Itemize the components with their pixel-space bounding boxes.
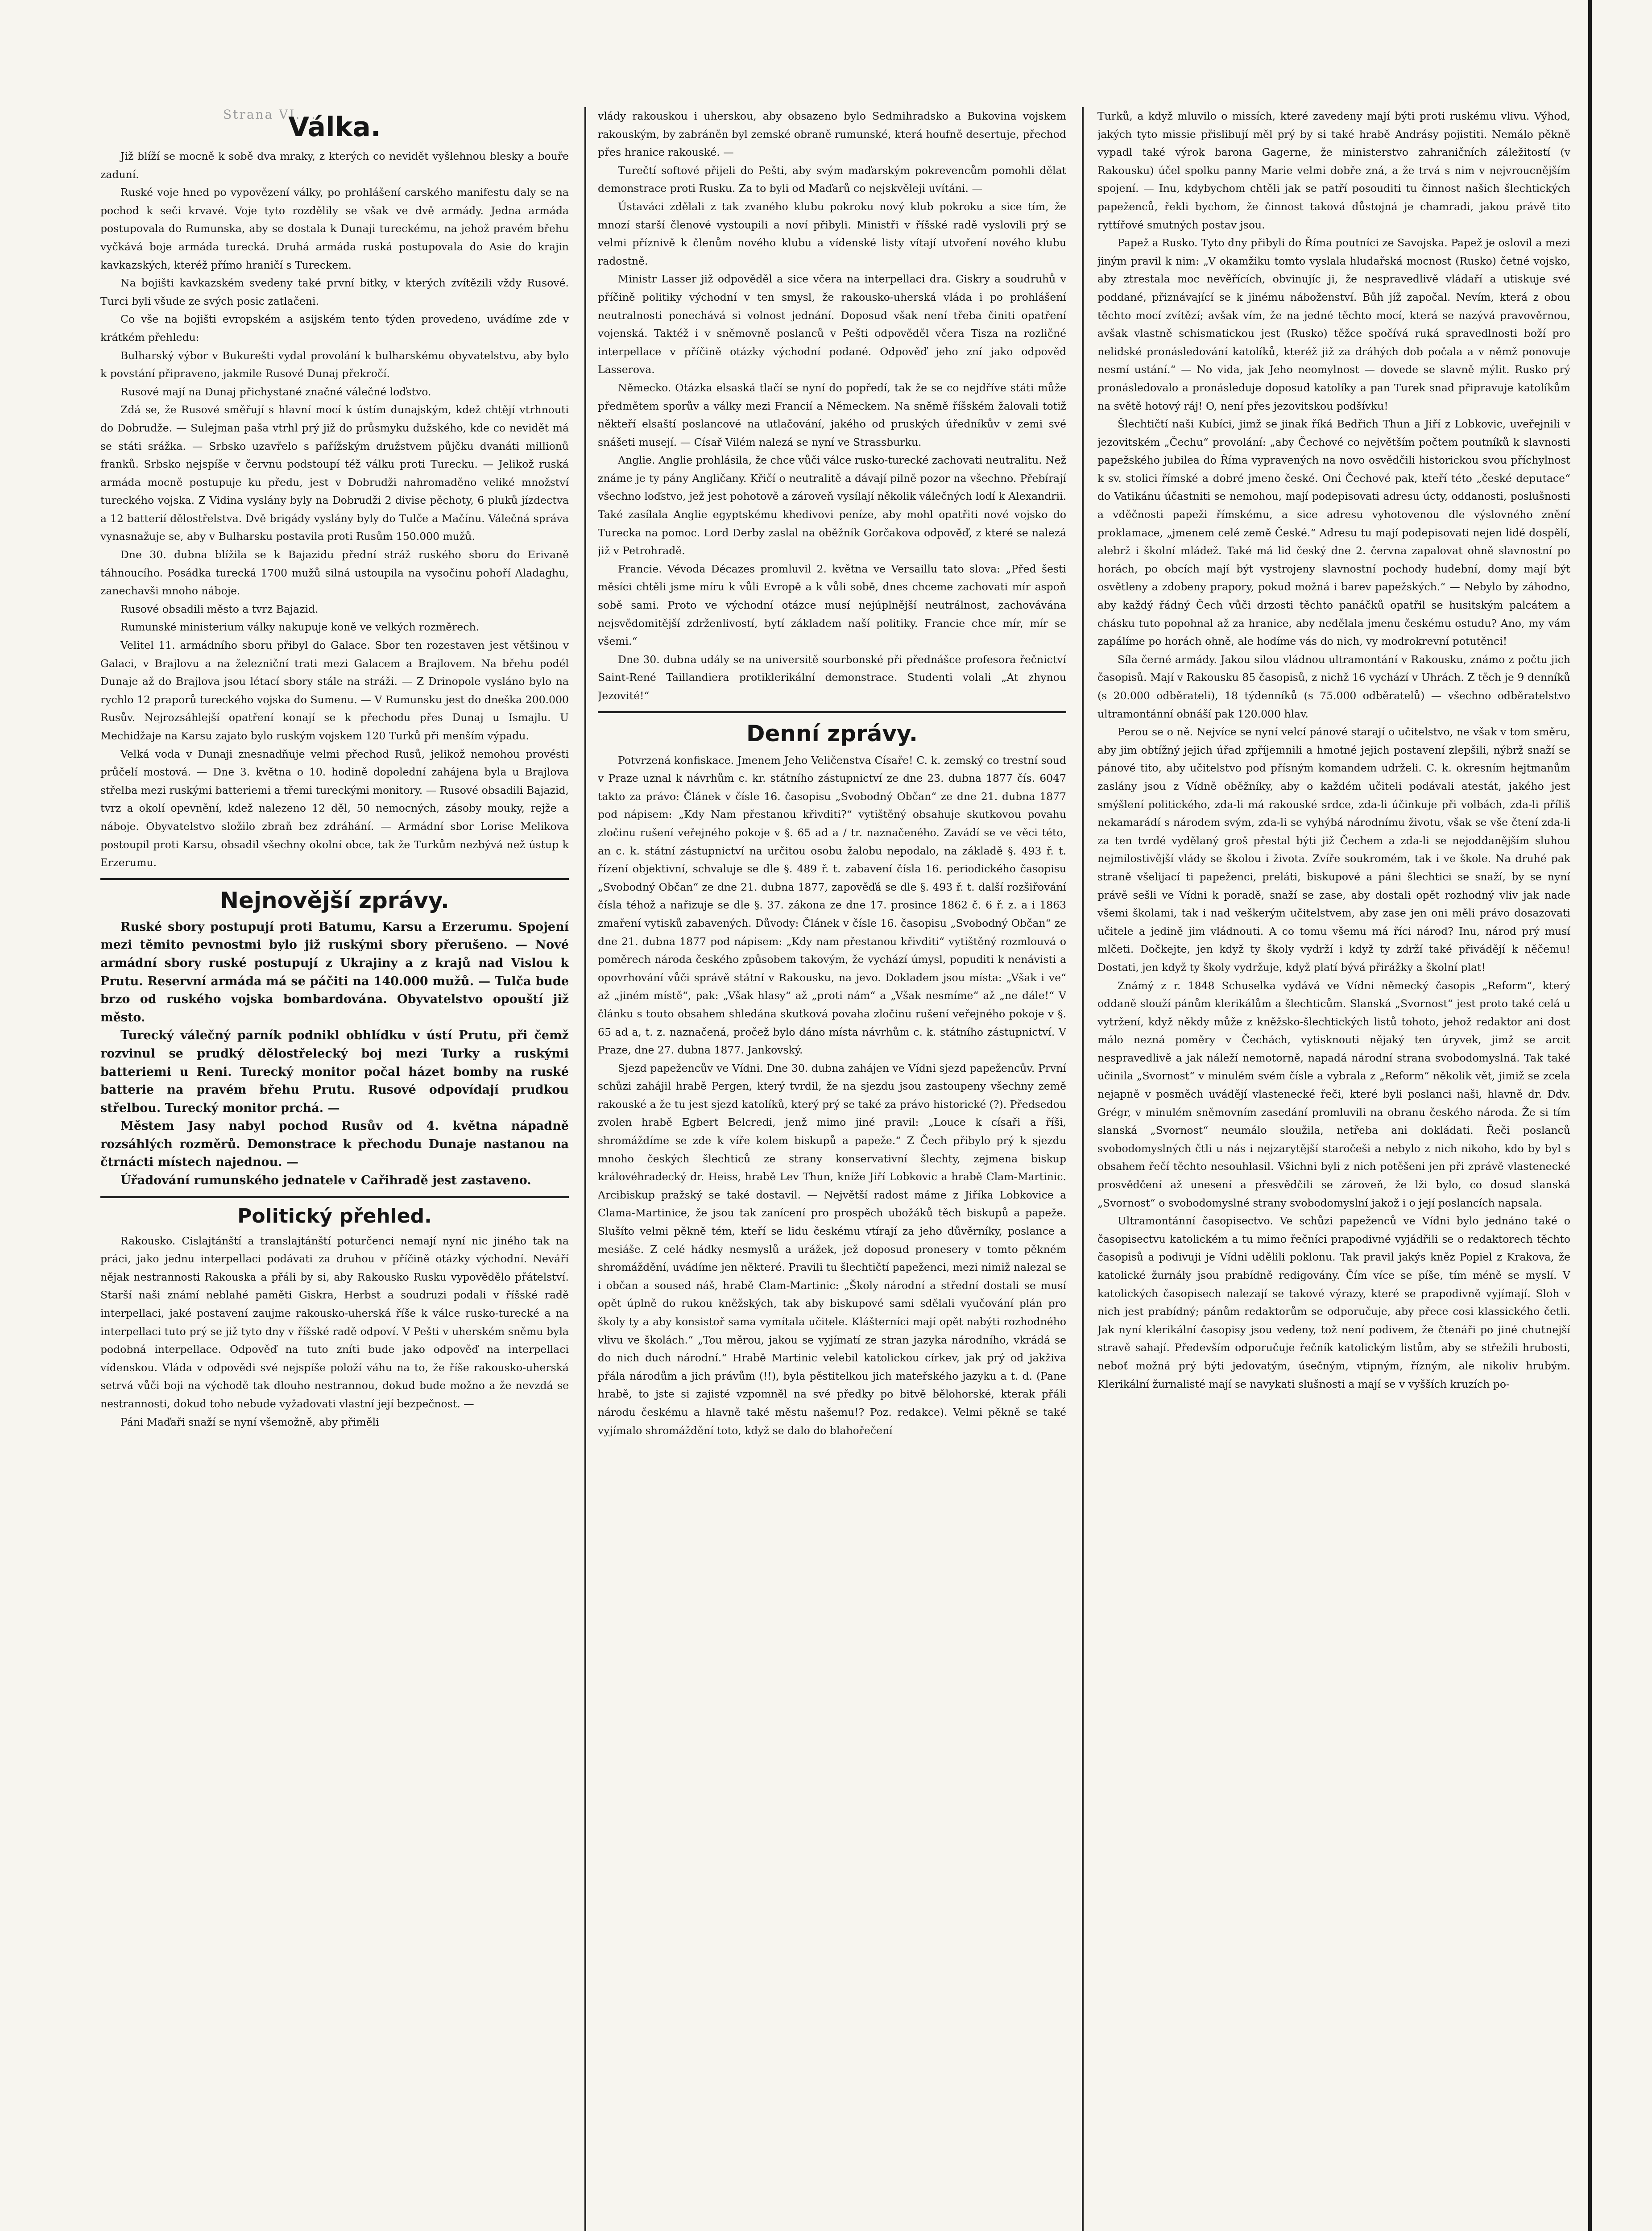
column-1 bbox=[100, 107, 569, 2231]
paragraph: Dne 30. dubna blížila se k Bajazidu přední stráž ruského sboru do Erivaně táhnoucího. Posádka turecká 1700 mužů silná ustoupila na vysočinu pohoří Aladaghu, zanechavši mnoho náboje. bbox=[100, 548, 569, 597]
paragraph: Rumunské ministerium války nakupuje koně ve velkých rozměrech. bbox=[120, 621, 480, 634]
column-2 bbox=[598, 107, 1066, 2231]
column-3 bbox=[1097, 107, 1570, 2231]
paragraph: Turecký válečný parník podnikl obhlídku v ústí Prutu, při čemž rozvinul se prudký dělostřelecký boj mezi Turky a ruskými batteriemi u Reni. Turecký monitor počal házet bomby na ruské batterie na pravém břehu Prutu. Rusové odpovídají prudkou střelbou. Turecký monitor prchá. — bbox=[100, 1028, 569, 1115]
section-title-nejnovejsi: Nejnovější zprávy. bbox=[220, 887, 449, 913]
section-divider bbox=[100, 1196, 569, 1198]
paragraph: Perou se o ně. Nejvíce se nyní velcí pánové starají o učitelstvo, ne však v tom směru, aby jim obtížný jejich úřad zpříjemnili a hmotné jejich postavení zlepšili, nýbrž snaží se pánové tito, aby učitelstvo pod přísným komandem udrželi. C. k. okresním hejtmanům zaslány jsou z Vídně oběžníky, aby o každém učiteli podávali atestát, jakého jest smýšlení politického, zda-li má rakouské srdce, zda-li účinkuje při volbách, zda-li příliš nekamarádí s národem svým, zda-li se vyhýbá národnímu životu, však se vše čtení zda-li za ten tvrdé vydělaný groš přestal býti již Čechem a zda-li se nejoddanějším sluhou nejmilostivější vlády se školou i života. Zvíře soukromém, tak i ve škole. Na druhé pak straně všelijací ti papeženci, preláti, biskupové a páni šlechtici se snaží, by se nyní právě sešli ve Vídni k poradě, snaží se zase, aby dostali opět rozhodný vliv jak nade všemi školami, tak i nad veškerým učitelstvem, aby zase jen oni měli právo dosazovati učitele a jedině jim vládnouti. A co tomu všemu má říci národ? Inu, národ prý musí mlčeti. Dočkejte, jen když ty školy vydrží i když ty zdrží také přivádějí k něčemu! Dostati, jen když ty školy vydržuje, když platí bývá přirážky a školní plat! bbox=[1097, 726, 1570, 974]
paragraph: Známý z r. 1848 Schuselka vydává ve Vídni německý časopis „Reform“, který oddaně slouží pánům klerikálům a šlechticům. Slanská „Svornost“ jest proto také celá u vytržení, když někdy může z kněžsko-šlechtických listů tohoto, jehož redaktor ani dost málo nezná poměry v Čechách, vytisknouti nějaký ten úryvek, jimž se arcit nespravedlivě a jak náleží nemotorně, napadá národní strana svobodomyslná. Tak také učinila „Svornost“ v minulém svém čísle a vybrala z „Reform“ několik vět, jimiž se zcela nejapně v posměch uvádějí vlastenecké řeči, které byli poslanci naši, hlavně dr. Ddv. Grégr, v minulém sněmovním zasedání promluvili na obranu českého národa. Že si tím slanská „Svornost“ neumálo sloužila, netřeba ani dokládati. Řeči poslanců svobodomyslných čtli u nás i nejzarytější staročeši a nebylo z nich nikoho, kdo by byl s obsahem řečí těchto nesouhlasil. Všichni byli z nich potěšeni jen při zprávě vlastenecké prosvědčení až unesení a přesvědčili se zároveň, že lži bylo, co dosud slanská „Svornost“ o svobodomyslné strany svobodomyslní jakož i o její poslancích napsala. bbox=[1097, 979, 1570, 1209]
column-rule-1 bbox=[584, 107, 586, 2231]
paragraph: Co vše na bojišti evropském a asijském tento týden provedeno, uvádíme zde v krátkém přehledu: bbox=[100, 313, 569, 344]
paragraph: Francie. Vévoda Décazes promluvil 2. května ve Versaillu tato slova: „Před šesti měsíci chtěli jsme míru k vůli Evropě a k vůli sobě, dnes chceme zachovati mír aspoň sobě sami. Proto ve východní otázce musí nejúplnější neutrálnost, zachovávána nejsvědomitější zdrženlivostí, bytí základem naší politiky. Francie chce mír, mír se všemi.“ bbox=[598, 562, 1066, 648]
paragraph: Páni Maďaři snaží se nyní všemožně, aby přiměli bbox=[120, 1415, 379, 1428]
section-title-valka: Válka. bbox=[288, 112, 381, 143]
paragraph: Rakousko. Cislajtánští a translajtánští poturčenci nemají nyní nic jiného tak na práci, jako jednu interpellaci podávati za druhou v příčině otázky východní. Neváří nějak nestrannosti Rakouska a přáli by si, aby Rakousko Rusku vypovědělo přátelství. Starší naši známí neblahé paměti Giskra, Herbst a soudruzi podali v říšské radě interpellaci, jaké postavení zaujme rakousko-uherská říše k válce rusko-turecké a na interpellaci tuto prý se již tyto dny v říšské radě odpoví. V Pešti v uherském sněmu byla podobná interpellace. Odpověď na tuto zníti bude jako odpověď na interpellaci vídenskou. Vláda v odpovědi své nejspíše položí váhu na to, že říše rakousko-uherská setrvá vůči boji na východě tak dlouho nestrannou, dokud bude možno a že nevzdá se nestrannosti, dokud toho nebude vyžadovati vlastní její bezpečnost. — bbox=[100, 1234, 569, 1410]
paragraph: Ultramontánní časopisectvo. Ve schůzi papeženců ve Vídni bylo jednáno také o časopisectvu katolickém a tu mimo řečníci prapodivné vyjádřili se o redaktorech těchto časopisů a podivuji je Vídni udělili poklonu. Tak pravil jakýs kněz Popiel z Krakova, že katolické žurnály jsou prabídně redigovány. Čím více se píše, tím méně se myslí. V katolických časopisech nalezají se takové výrazy, které se prapodivně vyjímají. Sloh v nich jest prabídný; pánům redaktorům se odporučuje, aby přece cosi klassického četli. Jak nyní klerikální časopisy jsou vedeny, tož není podivem, že čtenáři po jiné chutnejší stravě sahají. Především odporučuje řečník katolickým listům, aby se střežili hrubosti, neboť možná prý býti jedovatým, úsečným, vtipným, řízným, ale nikoliv hrubým. Klerikální žurnalisté mají se navykati slušnosti a mají se v vyšších kruzích po- bbox=[1097, 1215, 1570, 1390]
section-title-politicky: Politický přehled. bbox=[237, 1204, 432, 1227]
paragraph: Německo. Otázka elsaská tlačí se nyní do popředí, tak že se co nejdříve státi může předmětem sporův a války mezi Francií a Německem. Na sněmě říšském žalovali totiž někteří elsaští poslancové na utlačování, jakého od pruských úředníkův v zemi své snášeti musejí. — Císař Vilém nalezá se nyní ve Strassburku. bbox=[598, 381, 1066, 448]
paragraph: Městem Jasy nabyl pochod Rusův od 4. května nápadně rozsáhlých rozměrů. Demonstrace k přechodu Dunaje nastanou na čtrnácti místech najednou. — bbox=[100, 1119, 569, 1169]
section-divider bbox=[598, 711, 1066, 713]
paragraph: Rusové mají na Dunaj přichystané značné válečné loďstvo. bbox=[120, 385, 431, 398]
paragraph: Rusové obsadili město a tvrz Bajazid. bbox=[120, 602, 319, 615]
paragraph: Potvrzená konfiskace. Jmenem Jeho Veličenstva Císaře! C. k. zemský co trestní soud v Praze uznal k návrhům c. kr. státního zástupnictví ze dne 23. dubna 1877 čís. 6047 takto za právo: Článek v čísle 16. časopisu „Svobodný Občan“ ze dne 21. dubna 1877 pod nápisem: „Kdy Nam přestanou křivditi?“ vytištěný obsahuje skutkovou povahu zločinu rušení veřejného pokoje v §. 65 ad a / tr. naznačeného. Zavádí se ve věci této, an c. k. státní zástupnictví na určitou osobu žalobu nepodalo, na základě §. 493 ř. t. řízení objektivní, schvaluje se dle §. 489 ř. t. zabavení čísla 16. periodického časopisu „Svobodný Občan“ ze dne 21. dubna 1877, zapověďá se dle §. 493 ř. t. další rozšiřování čísla téhož a nařizuje se dle §. 37. zákona ze dne 17. prosince 1862 č. 6 ř. z. a i 1863 zmaření vytisků zabavených. Důvody: Článek v čísle 16. časopisu „Svobodný Občan“ ze dne 21. dubna 1877 pod nápisem: „Kdy nam přestanou křivditi“ vytištěný rozmlouvá o poměrech národa českého způsobem takovým, že vychází úmysl, popuditi k nenávisti a opovrhování vůči správě státní v Rakousku, na jevo. Dokladem jsou místa: „Však i ve“ až „jiném místě“, pak: „Však hlasy“ až „proti nám“ a „Však nesmíme“ až „ne dále!“ V článku s touto obsahem shledána skutková povaha zločinu rušení veřejného pokoje v §. 65 ad a, t. z. naznačená, pročež bylo dáno místa návrhům c. k. státního zástupnictví. V Praze, dne 27. dubna 1877. Jankovský. bbox=[598, 754, 1066, 1057]
paragraph: Síla černé armády. Jakou silou vládnou ultramontání v Rakousku, známo z počtu jich časopisů. Mají v Rakousku 85 časopisů, z nichž 16 vychází v Uhrách. Z těch je 9 denníků (s 20.000 odběrateli), 18 týdenníků (s 75.000 odběratelů) — všechno odběratelstvo ultramontánní obnáší pak 120.000 hlav. bbox=[1097, 653, 1570, 720]
section-divider bbox=[100, 878, 569, 880]
paragraph: Bulharský výbor v Bukurešti vydal provolání k bulharskému obyvatelstvu, aby bylo k povstání připraveno, jakmile Rusové Dunaj překročí. bbox=[100, 349, 569, 380]
paragraph: Již blíží se mocně k sobě dva mraky, z kterých co nevidět vyšlehnou blesky a bouře zaduní. bbox=[100, 150, 569, 181]
page-edge-right bbox=[1588, 0, 1592, 2231]
page-frame bbox=[100, 107, 1573, 2231]
paragraph: Úřadování rumunského jednatele v Cařihradě jest zastaveno. bbox=[120, 1174, 531, 1188]
paragraph: Šlechtičtí naši Kubíci, jimž se jinak říká Bedřich Thun a Jiří z Lobkovic, uveřejnili v jezovitském „Čechu“ provolání: „aby Čechové co největším počtem poutníků k slavnosti papežského jubilea do Říma vypravených na novo osvědčili historickou svou příchylnost k sv. stolici římské a dobré jmeno české. Oni Čechové pak, kteří této „české deputace“ do Vatikánu účastniti se nemohou, mají podepisovati adresu úcty, oddanosti, poslušnosti a vděčnosti papeži římskému, a sice adresu vyhotovenou dle výslovného znění proklamace, „jmenem celé země České.“ Adresu tu mají podepisovati nejen lidé dospělí, alebrž i školní mládež. Také má lid český dne 2. června zapalovat ohně slavnostní po horách, po obcích mají být vystrojeny slavnostní pochody hudební, domy mají být osvětleny a zdobeny prapory, pokud možná i barev papežských.“ — Nebylo by záhodno, aby každý řádný Čech vůči drzosti těchto panáčků opatřil se husitským palcátem a chásku tuto popohnal až za hranice, aby nedělala jmenu českému ostudu? Ano, my vám zapálíme po horách ohně, ale hodíme vás do nich, vy modrokrevní potutěnci! bbox=[1097, 418, 1570, 648]
paragraph: Na bojišti kavkazském svedeny také první bitky, v kterých zvítězili vždy Rusové. Turci byli všude ze svých posic zatlačeni. bbox=[100, 277, 569, 307]
paragraph: Velitel 11. armádního sboru přibyl do Galace. Sbor ten rozestaven jest většinou v Galaci, v Brajlovu a na železniční trati mezi Galacem a Brajlovem. Na břehu podél Dunaje až do Brajlova jsou létací sbory stále na stráži. — Z Drinopole vysláno bylo na rychlo 12 praporů tureckého vojska do Sumenu. — V Rumunsku jest do dneška 200.000 Rusův. Nejrozsáhlejší opatření konají se k přechodu přes Dunaj u Ismajlu. U Mechidžaje na Karsu zajato bylo ruským vojskem 120 Turků při menším výpadu. bbox=[100, 639, 569, 742]
paragraph: Zdá se, že Rusové směřují s hlavní mocí k ústím dunajským, kdež chtějí vtrhnouti do Dobrudže. — Sulejman paša vtrhl prý již do průsmyku dužského, kde co nevidět má se státi srážka. — Srbsko uzavřelo s pařížským družstvem půjčku dvanáti millionů franků. Srbsko nejspíše v červnu podstoupí též válku proti Turecku. — Jelikož ruská armáda mocně postupuje ku předu, jest v Dobrudži nahromaděno veliké množství tureckého vojska. Z Vidina vyslány byly na Dobrudži 2 divise pěchoty, 6 pluků jízdectva a 12 batterií dělostřelstva. Dvě brigády vyslány byly do Tulče a Mačínu. Válečná správa vynasnažuje se, aby v Bulharsku postavila proti Rusům 150.000 mužů. bbox=[100, 403, 569, 543]
paragraph: Anglie. Anglie prohlásila, že chce vůči válce rusko-turecké zachovati neutralitu. Než známe je ty pány Angličany. Křičí o neutralitě a dávají pilně pozor na všechno. Přebírají všechno loďstvo, jež jest pohotově a zároveň vysílají několik válečných lodí k Alexandrii. Také zasílala Anglie egyptskému khedivovi peníze, aby mohl opatřiti nové vojsko do Turecka na pomoc. Lord Derby zaslal na oběžník Gorčakova odpověď, z které se nalezá již v Petrohradě. bbox=[598, 454, 1066, 557]
running-head: Strana VI. ... bbox=[223, 107, 322, 122]
paragraph: Turků, a když mluvilo o missích, které zavedeny mají býti proti ruskému vlivu. Výhod, jakých tyto missie přislibují měl prý by si také hrabě Andrásy pojistiti. Nemálo pěkně vypadl také výrok barona Gagerne, že ministerstvo zahraničních záležitostí (v Rakousku) účel spolku panny Marie velmi dobře zná, a že trvá s nim v nejvroucnějším spojení. — Inu, kdybychom chtěli jak se patří posouditi tu činnost našich šlechtických papeženců, řekli bychom, že činnost taková důstojná je chamradi, jakou právě tito ryttířové smutných postav jsou. bbox=[1097, 110, 1570, 231]
paragraph: Ruské sbory postupují proti Batumu, Karsu a Erzerumu. Spojení mezi těmito pevnostmi bylo již ruskými sbory přerušeno. — Nové armádní sbory ruské postupují z Ukrajiny a z krajů nad Vislou k Prutu. Reservní armáda má se páčiti na 140.000 mužů. — Tulča bude brzo od ruského vojska bombardována. Obyvatelstvo opouští již město. bbox=[100, 920, 569, 1024]
paragraph: Dne 30. dubna udály se na universitě sourbonské při přednášce profesora řečnictví Saint-René Taillandiera protiklerikální demonstrace. Studenti volali „At zhynou Jezovité!“ bbox=[598, 653, 1066, 702]
column-rule-2 bbox=[1082, 107, 1084, 2231]
paragraph: Velká voda v Dunaji znesnadňuje velmi přechod Rusů, jelikož nemohou provésti průčelí mostová. — Dne 3. května o 10. hodině dopolední zahájena byla u Brajlova střelba mezi ruskými batteriemi a třemi tureckými monitory. — Rusové obsadili Bajazid, tvrz a okolí opevnění, kdež nalezeno 12 děl, 50 nemocných, zásoby mouky, rejže a náboje. Obyvatelstvo složilo zbraň bez zdráhání. — Armádní sbor Lorise Melikova postoupil proti Karsu, obsadil všechny okolní obce, tak že Turkům nezbývá než ústup k Erzerumu. bbox=[100, 747, 569, 869]
paragraph: Ústaváci zdělali z tak zvaného klubu pokroku nový klub pokroku a sice tím, že mnozí starší členové vystoupili a noví přibyli. Ministři v říšské radě vyslovili prý se velmi příznivě k členům nového klubu a vídenské listy vítají utvoření nového klubu radostně. bbox=[598, 200, 1066, 267]
paragraph: Ruské voje hned po vypovězení války, po prohlášení carského manifestu daly se na pochod k seči krvavé. Voje tyto rozdělily se však ve dvě armády. Jedna armáda postupovala do Rumunska, aby se dostala k Dunaji tureckému, na jehož pravém břehu vyčkává boje armáda turecká. Druhá armáda ruská postupovala do Asie do krajin kavkazských, kteréž přímo hraničí s Tureckem. bbox=[100, 186, 569, 271]
section-title-denni: Denní zprávy. bbox=[746, 720, 918, 746]
paragraph: Sjezd papežencův ve Vídni. Dne 30. dubna zahájen ve Vídni sjezd papežencův. První schůzi zahájil hrabě Pergen, který tvrdil, že na sjezdu jsou zastoupeny všechny země rakouské a že tu jest sjezd katolíků, který prý se také za právo historické (?). Předsedou zvolen hrabě Egbert Belcredi, jenž mimo jiné pravil: „Louce k císaři a říši, shromáždíme se zde k víře kolem biskupů a papeže.“ Z Čech přibylo prý k sjezdu mnoho českých šlechticů ze strany konservativní šlechty, zejmena biskup královéhradecký dr. Heiss, hrabě Lev Thun, kníže Jiří Lobkovic a hrabě Clam-Martinic. Arcibiskup pražský se také dostavil. — Největší radost máme z Jiříka Lobkovice a Clama-Martinice, že jsou tak zanícení pro prospěch ubožáků těch biskupů a papeže. Slušíto velmi pěkně tém, kteří se lidu českému vtírají za jeho důvěrníky, poslance a mesiáše. Z celé hádky nesmyslů a urážek, jež doposud pronesery v tomto pěkném shromáždění, uvádíme jen některé. Pravili tu šlechtičtí papeženci, mezi nimiž nalezal se i občan a soused náš, hrabě Clam-Martinic: „Školy národní a střední dostali se musí opět úplně do rukou kněžských, tak aby biskupové sami sdělali vyučování plán pro školy ty a aby konsistoř sama vymítala učitele. Klášterníci mají opět nabýti rozhodného vlivu ve školách.“ „Tou měrou, jakou se vyjímatí ze stran jazyka národního, vkrádá se do nich duch národní.“ Hrabě Martinic velebil katolickou církev, jak prý od jakživa přála národům a jich právům (!!), byla pěstitelkou jich mateřského jazyku a t. d. (Pane hrabě, to jste si zajisté vzpomněl na své předky po bitvě bělohorské, kterak přáli národu českému a hlavně také městu našemu!? Poz. redakce). Velmi pěkně se také vyjímalo shromáždění toto, když se dalo do blahořečení bbox=[598, 1062, 1066, 1437]
paragraph: vlády rakouskou i uherskou, aby obsazeno bylo Sedmihradsko a Bukovina vojskem rakouským, by zabráněn byl zemské obraně rumunské, která houfně desertuje, přechod přes hranice rakouské. — bbox=[598, 110, 1066, 159]
paragraph: Ministr Lasser již odpověděl a sice včera na interpellaci dra. Giskry a soudruhů v příčině politiky východní v ten smysl, že rakousko-uherská vláda i po prohlášení neutralnosti ponechává si volnost jednání. Doposud však není třeba činiti opatření vojenská. Taktéž i v sněmovně poslanců v Pešti odpověděl včera Tisza na rozličné interpellace v příčině otázky východní podané. Odpověď jeho zní jako odpověď Lasserova. bbox=[598, 273, 1066, 376]
paragraph: Turečtí softové přijeli do Pešti, aby svým maďarským pokrevencům pomohli dělat demonstrace proti Rusku. Za to byli od Maďarů co nejskvěleji uvítáni. — bbox=[598, 164, 1066, 195]
paragraph: Papež a Rusko. Tyto dny přibyli do Říma poutníci ze Savojska. Papež je oslovil a mezi jiným pravil k nim: „V okamžiku tomto vyslala hludařská mocnost (Rusko) četné vojsko, aby ztrestala moc nevěřících, obvinujíc ji, že nespravedlivě vládaří a utiskuje své poddané, přiznávající se k jinému náboženství. Bůh jíž započal. Nevím, která z obou těchto mocí zvítězí; avšak vím, že na jedné těchto mocí, která se nazývá pravověrnou, avšak vlastně schismatickou jest (Rusko) těžce spočívá ruká spravedlnosti boží pro nelidské pronásledování katolíků, kteréž již za dráhých dob počala a v němž ponovuje nesmí ustání.“ — No vida, jak Jeho neomylnost — dovede se slavně mýlit. Rusko prý pronásledovalo a pronásleduje doposud katolíky a pan Turek snad připravuje katolíkům na světě hotový ráj! O, není přes jezovitskou podšívku! bbox=[1097, 236, 1570, 412]
